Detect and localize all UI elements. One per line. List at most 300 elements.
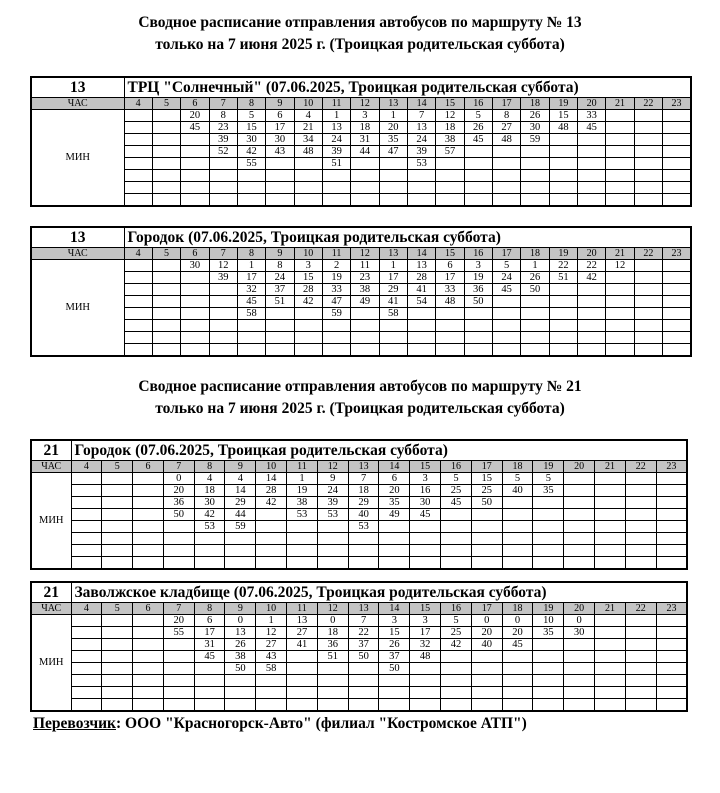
- minute-cell: [256, 675, 287, 687]
- minute-cell: [181, 296, 209, 308]
- minute-cell: 4: [194, 473, 225, 485]
- minute-cell: [578, 308, 606, 320]
- minute-cell: 50: [521, 284, 549, 296]
- minute-cell: [163, 663, 194, 675]
- minute-cell: [102, 533, 133, 545]
- minute-cell: [564, 533, 595, 545]
- minute-cell: [102, 675, 133, 687]
- hour-cell: 12: [317, 603, 348, 615]
- minute-cell: [656, 687, 687, 699]
- minute-cell: 42: [256, 497, 287, 509]
- minute-cell: [348, 557, 379, 570]
- minute-cell: [124, 182, 152, 194]
- minute-cell: 8: [492, 110, 520, 122]
- hour-cell: 6: [133, 461, 164, 473]
- minute-cell: [634, 170, 662, 182]
- minute-cell: 11: [351, 260, 379, 272]
- minute-cell: [441, 699, 472, 712]
- hour-cell: 8: [194, 461, 225, 473]
- hour-cell: 13: [348, 461, 379, 473]
- minute-cell: [124, 260, 152, 272]
- hour-cell: 7: [163, 461, 194, 473]
- minute-cell: [441, 545, 472, 557]
- minute-cell: [266, 194, 294, 207]
- minute-cell: [595, 545, 626, 557]
- minute-cell: [595, 663, 626, 675]
- minute-cell: 6: [436, 260, 464, 272]
- minute-cell: [152, 332, 180, 344]
- minute-cell: [625, 699, 656, 712]
- minute-cell: 53: [287, 509, 318, 521]
- minute-cell: 38: [351, 284, 379, 296]
- hour-cell: 9: [266, 248, 294, 260]
- minute-cell: [471, 509, 502, 521]
- minute-cell: [152, 146, 180, 158]
- minute-cell: [549, 344, 577, 357]
- hour-cell: 16: [441, 603, 472, 615]
- minute-cell: 26: [464, 122, 492, 134]
- minute-cell: [564, 497, 595, 509]
- minute-cell: [436, 170, 464, 182]
- hour-cell: 20: [578, 248, 606, 260]
- minute-cell: [663, 182, 691, 194]
- minute-cell: 20: [181, 110, 209, 122]
- minute-cell: [209, 194, 237, 207]
- minute-cell: [163, 521, 194, 533]
- minute-cell: [595, 533, 626, 545]
- minute-cell: [133, 651, 164, 663]
- minute-cell: [133, 473, 164, 485]
- minute-row: [31, 344, 691, 357]
- minute-cell: [124, 170, 152, 182]
- minute-cell: [606, 182, 634, 194]
- stop-title: ТРЦ "Солнечный" (07.06.2025, Троицкая родительская суббота): [124, 77, 691, 98]
- minute-cell: 1: [379, 110, 407, 122]
- minute-cell: [410, 699, 441, 712]
- hour-cell: 11: [322, 98, 350, 110]
- minute-cell: 39: [317, 497, 348, 509]
- minute-cell: [237, 182, 265, 194]
- minute-cell: 17: [266, 122, 294, 134]
- minute-cell: [663, 110, 691, 122]
- minute-cell: [256, 699, 287, 712]
- minute-cell: [351, 194, 379, 207]
- minute-cell: [287, 533, 318, 545]
- minute-cell: 36: [464, 284, 492, 296]
- minute-cell: 25: [441, 485, 472, 497]
- minute-cell: [194, 533, 225, 545]
- minute-cell: [152, 170, 180, 182]
- minute-cell: [124, 344, 152, 357]
- minute-cell: 30: [266, 134, 294, 146]
- minute-cell: [492, 308, 520, 320]
- minute-cell: [256, 521, 287, 533]
- minute-cell: [322, 332, 350, 344]
- minute-cell: [625, 675, 656, 687]
- minute-cell: [266, 344, 294, 357]
- minute-cell: [71, 545, 102, 557]
- hour-cell: 15: [436, 248, 464, 260]
- schedule-table: [30, 439, 688, 570]
- minute-cell: [266, 170, 294, 182]
- minute-label: МИН: [31, 260, 124, 357]
- hour-cell: 10: [294, 248, 322, 260]
- minute-cell: 48: [410, 651, 441, 663]
- route-number: 13: [31, 77, 124, 98]
- minute-cell: [656, 521, 687, 533]
- minute-cell: [152, 122, 180, 134]
- minute-cell: [533, 687, 564, 699]
- minute-cell: [71, 699, 102, 712]
- minute-cell: 1: [256, 615, 287, 627]
- minute-cell: [502, 509, 533, 521]
- minute-cell: 16: [410, 485, 441, 497]
- minute-cell: [625, 627, 656, 639]
- minute-cell: [471, 533, 502, 545]
- minute-row: [31, 296, 691, 308]
- minute-cell: [492, 194, 520, 207]
- minute-cell: 5: [464, 110, 492, 122]
- minute-cell: 14: [225, 485, 256, 497]
- minute-cell: [194, 687, 225, 699]
- minute-cell: [237, 170, 265, 182]
- minute-cell: [102, 615, 133, 627]
- minute-cell: 17: [194, 627, 225, 639]
- minute-cell: [625, 533, 656, 545]
- minute-cell: [133, 639, 164, 651]
- minute-cell: [317, 545, 348, 557]
- minute-cell: 30: [181, 260, 209, 272]
- minute-cell: [124, 146, 152, 158]
- minute-cell: [595, 651, 626, 663]
- minute-cell: [606, 134, 634, 146]
- minute-cell: [502, 675, 533, 687]
- hour-cell: 10: [294, 98, 322, 110]
- minute-cell: [634, 344, 662, 357]
- hour-header-row: [31, 603, 687, 615]
- minute-cell: 5: [441, 615, 472, 627]
- minute-cell: [595, 557, 626, 570]
- minute-row: [31, 545, 687, 557]
- minute-cell: [634, 110, 662, 122]
- minute-cell: [492, 296, 520, 308]
- minute-cell: [521, 158, 549, 170]
- minute-cell: 13: [407, 122, 435, 134]
- minute-row: [31, 284, 691, 296]
- minute-cell: [634, 260, 662, 272]
- minute-cell: [287, 687, 318, 699]
- minute-cell: 0: [317, 615, 348, 627]
- minute-cell: [71, 663, 102, 675]
- minute-cell: [471, 545, 502, 557]
- minute-cell: [152, 308, 180, 320]
- minute-cell: 26: [521, 272, 549, 284]
- minute-cell: [71, 497, 102, 509]
- minute-cell: [436, 320, 464, 332]
- minute-cell: [152, 296, 180, 308]
- minute-cell: [533, 509, 564, 521]
- minute-cell: 0: [502, 615, 533, 627]
- heading-route-13: [0, 12, 720, 56]
- minute-cell: [379, 675, 410, 687]
- hour-cell: 14: [407, 248, 435, 260]
- minute-cell: [436, 344, 464, 357]
- minute-cell: 50: [471, 497, 502, 509]
- minute-row: [31, 497, 687, 509]
- minute-cell: [317, 687, 348, 699]
- minute-cell: [533, 699, 564, 712]
- minute-cell: [322, 344, 350, 357]
- minute-cell: 48: [492, 134, 520, 146]
- minute-cell: [379, 170, 407, 182]
- minute-cell: [124, 320, 152, 332]
- minute-cell: [578, 284, 606, 296]
- minute-cell: 7: [348, 615, 379, 627]
- hour-cell: 8: [237, 98, 265, 110]
- hour-cell: 7: [209, 98, 237, 110]
- minute-cell: [521, 308, 549, 320]
- minute-cell: [410, 533, 441, 545]
- minute-cell: [152, 182, 180, 194]
- minute-cell: 45: [502, 639, 533, 651]
- minute-cell: [102, 699, 133, 712]
- hour-cell: 17: [471, 603, 502, 615]
- hour-cell: 22: [634, 98, 662, 110]
- hour-cell: 8: [237, 248, 265, 260]
- minute-cell: [533, 533, 564, 545]
- minute-cell: [564, 699, 595, 712]
- minute-cell: [625, 687, 656, 699]
- minute-cell: [194, 545, 225, 557]
- minute-cell: [410, 687, 441, 699]
- hour-cell: 14: [379, 603, 410, 615]
- minute-cell: 55: [163, 627, 194, 639]
- minute-cell: 0: [163, 473, 194, 485]
- minute-cell: 45: [181, 122, 209, 134]
- minute-cell: 53: [348, 521, 379, 533]
- minute-cell: [287, 651, 318, 663]
- minute-cell: [407, 170, 435, 182]
- minute-cell: [407, 320, 435, 332]
- minute-cell: 6: [194, 615, 225, 627]
- minute-cell: 45: [578, 122, 606, 134]
- minute-cell: [533, 651, 564, 663]
- minute-cell: [656, 497, 687, 509]
- minute-row: [31, 485, 687, 497]
- minute-cell: 29: [225, 497, 256, 509]
- minute-cell: [163, 651, 194, 663]
- minute-cell: [521, 296, 549, 308]
- route-number: 21: [31, 440, 71, 461]
- minute-cell: 38: [287, 497, 318, 509]
- minute-row: [31, 557, 687, 570]
- minute-cell: 37: [266, 284, 294, 296]
- minute-cell: [71, 639, 102, 651]
- minute-cell: [502, 687, 533, 699]
- minute-cell: [656, 485, 687, 497]
- hour-cell: 17: [471, 461, 502, 473]
- minute-row: [31, 110, 691, 122]
- minute-cell: 2: [322, 260, 350, 272]
- minute-cell: [348, 687, 379, 699]
- minute-cell: [194, 557, 225, 570]
- minute-cell: [348, 699, 379, 712]
- minute-cell: [464, 158, 492, 170]
- minute-row: [31, 182, 691, 194]
- hour-cell: 6: [133, 603, 164, 615]
- minute-row: [31, 134, 691, 146]
- hour-cell: 11: [322, 248, 350, 260]
- route-number: 13: [31, 227, 124, 248]
- minute-cell: 5: [441, 473, 472, 485]
- minute-cell: [71, 521, 102, 533]
- minute-cell: [502, 497, 533, 509]
- minute-cell: [410, 663, 441, 675]
- minute-cell: [663, 320, 691, 332]
- hour-cell: 16: [441, 461, 472, 473]
- minute-cell: [225, 533, 256, 545]
- hour-cell: 5: [152, 248, 180, 260]
- minute-cell: [502, 533, 533, 545]
- minute-cell: 26: [225, 639, 256, 651]
- minute-cell: [606, 272, 634, 284]
- minute-cell: [606, 170, 634, 182]
- minute-cell: 39: [407, 146, 435, 158]
- minute-cell: 33: [578, 110, 606, 122]
- minute-cell: [634, 194, 662, 207]
- minute-cell: [209, 296, 237, 308]
- minute-cell: 19: [464, 272, 492, 284]
- hour-cell: 16: [464, 98, 492, 110]
- minute-cell: 28: [407, 272, 435, 284]
- minute-cell: [502, 521, 533, 533]
- minute-cell: 27: [287, 627, 318, 639]
- hour-cell: 20: [564, 603, 595, 615]
- minute-cell: [102, 485, 133, 497]
- minute-cell: [663, 170, 691, 182]
- hour-cell: 4: [71, 603, 102, 615]
- minute-cell: [163, 699, 194, 712]
- minute-cell: [533, 557, 564, 570]
- minute-cell: [564, 651, 595, 663]
- minute-cell: 6: [266, 110, 294, 122]
- hour-cell: 20: [564, 461, 595, 473]
- minute-cell: [410, 521, 441, 533]
- minute-cell: 15: [471, 473, 502, 485]
- minute-cell: [124, 134, 152, 146]
- minute-cell: [379, 687, 410, 699]
- minute-cell: [634, 296, 662, 308]
- minute-row: [31, 533, 687, 545]
- minute-cell: [663, 158, 691, 170]
- minute-cell: [521, 182, 549, 194]
- minute-cell: 36: [317, 639, 348, 651]
- minute-cell: 33: [322, 284, 350, 296]
- minute-cell: 9: [317, 473, 348, 485]
- minute-cell: 37: [379, 651, 410, 663]
- minute-cell: [133, 627, 164, 639]
- minute-cell: 17: [379, 272, 407, 284]
- hour-cell: 13: [379, 248, 407, 260]
- minute-cell: [533, 545, 564, 557]
- minute-cell: 5: [502, 473, 533, 485]
- minute-cell: [549, 320, 577, 332]
- minute-cell: [181, 344, 209, 357]
- minute-cell: [351, 170, 379, 182]
- minute-cell: [71, 675, 102, 687]
- minute-cell: [266, 332, 294, 344]
- carrier-value: : ООО "Красногорск-Авто" (филиал "Костромское АТП"): [115, 715, 527, 732]
- minute-cell: [464, 332, 492, 344]
- minute-cell: [379, 557, 410, 570]
- minute-cell: [181, 272, 209, 284]
- minute-cell: [287, 521, 318, 533]
- minute-cell: [133, 485, 164, 497]
- minute-cell: [625, 473, 656, 485]
- minute-cell: [379, 344, 407, 357]
- minute-cell: 32: [237, 284, 265, 296]
- minute-cell: [471, 557, 502, 570]
- minute-cell: [625, 651, 656, 663]
- minute-cell: 54: [407, 296, 435, 308]
- hour-header-row: [31, 461, 687, 473]
- minute-cell: [549, 194, 577, 207]
- minute-cell: [133, 675, 164, 687]
- hour-cell: 4: [124, 98, 152, 110]
- minute-cell: 17: [410, 627, 441, 639]
- minute-cell: [521, 344, 549, 357]
- hour-cell: 15: [410, 461, 441, 473]
- minute-cell: [133, 533, 164, 545]
- hour-cell: 21: [606, 248, 634, 260]
- minute-cell: [317, 533, 348, 545]
- minute-cell: [634, 332, 662, 344]
- minute-cell: 50: [348, 651, 379, 663]
- hour-cell: 13: [348, 603, 379, 615]
- minute-cell: [625, 615, 656, 627]
- minute-cell: [407, 344, 435, 357]
- minute-cell: [102, 473, 133, 485]
- minute-cell: [163, 687, 194, 699]
- minute-cell: [379, 521, 410, 533]
- minute-cell: [471, 699, 502, 712]
- minute-cell: [163, 545, 194, 557]
- minute-cell: [549, 284, 577, 296]
- minute-cell: [152, 344, 180, 357]
- minute-cell: [502, 545, 533, 557]
- minute-cell: 20: [379, 122, 407, 134]
- minute-cell: [663, 284, 691, 296]
- hour-cell: 21: [595, 603, 626, 615]
- minute-cell: 43: [256, 651, 287, 663]
- minute-cell: [152, 110, 180, 122]
- minute-cell: [634, 158, 662, 170]
- minute-cell: 45: [464, 134, 492, 146]
- minute-cell: 1: [322, 110, 350, 122]
- minute-cell: [71, 627, 102, 639]
- minute-cell: 35: [533, 485, 564, 497]
- hour-cell: 10: [256, 461, 287, 473]
- minute-cell: [625, 639, 656, 651]
- minute-cell: [237, 194, 265, 207]
- hour-cell: 19: [533, 603, 564, 615]
- hour-label: ЧАС: [31, 603, 71, 615]
- minute-cell: [209, 332, 237, 344]
- minute-cell: [549, 158, 577, 170]
- minute-cell: [124, 296, 152, 308]
- minute-cell: [595, 497, 626, 509]
- minute-cell: [663, 308, 691, 320]
